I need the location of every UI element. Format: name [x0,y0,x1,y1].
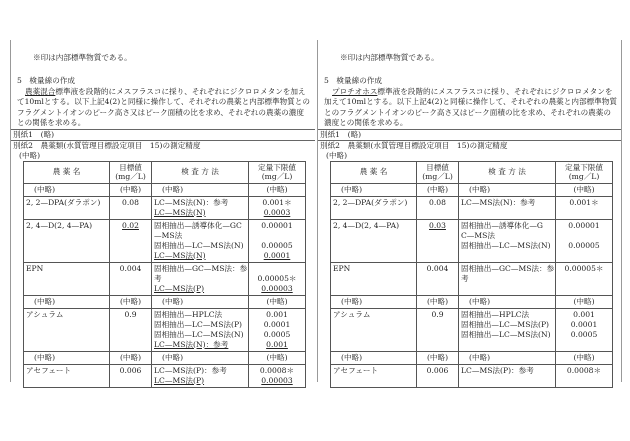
method-line: —MS法 [154,230,183,240]
test-methods [152,219,249,262]
pesticide-name: アシュラム [24,308,110,351]
method-line: 固相抽出—LC—MS法(P) [154,319,243,329]
method-line: 考 [461,273,469,283]
pesticide-name: EPN [331,262,417,295]
target-value [417,262,459,295]
pesticide-name: 2, 4—D(2, 4—PA) [24,219,110,262]
quantitation-limits [556,364,613,387]
pesticide-name: アセフェート [331,364,417,387]
method-line: (中略) [162,184,184,194]
method-line: 固相抽出—LC—MS法(N) [154,329,244,339]
target-value [110,308,152,351]
method-line: LC—MS法(P) [154,375,205,385]
attachment-2-title: 別紙2 農薬類(水質管理目標設定項目 15)の測定精度 [318,140,621,151]
attachment-2-title: 別紙2 農薬類(水質管理目標設定項目 15)の測定精度 [11,140,315,151]
limit-line: 0.001 [266,309,288,319]
column-header: 農 薬 名 [24,161,110,183]
internal-standard-note: ※印は内部標準物質である。 [33,53,132,62]
method-line [461,251,553,261]
quantitation-limits [249,183,306,196]
pesticide-name: アセフェート [24,364,110,387]
table-row [331,183,613,196]
limit-line [558,284,610,294]
section-heading: 5 検量線の作成 [324,76,382,85]
target-value [417,295,459,308]
quantitation-limits [249,262,306,295]
target-value [110,364,152,387]
attachment-1: 別紙1 (略) [11,129,315,140]
limit-line: 0.00003 [261,375,293,385]
limit-line: 0.0008＊ [259,365,295,375]
quantitation-limits [249,364,306,387]
limit-line [558,340,610,350]
quantitation-limits [249,351,306,364]
table-header [24,161,306,183]
limit-line: 0.00005＊ [564,263,604,273]
method-line: 固相抽出—LC—MS法(N) [461,240,551,250]
attachment-1: 別紙1 (略) [318,129,621,140]
limit-line: 0.0005 [263,329,291,339]
changed-term: プロチオホス [332,86,378,96]
internal-standard-note: ※印は内部標準物質である。 [340,53,439,62]
method-line: 固相抽出—HPLC法 [461,309,530,319]
method-line [461,376,553,386]
target-value [110,196,152,219]
target-value-text: (中略) [119,296,142,306]
target-value-text: 0.02 [122,220,139,230]
limit-line: 0.00001 [261,220,293,230]
test-methods [459,364,556,387]
target-value-text: 0.006 [426,365,449,375]
table-header [331,161,613,183]
method-line: LC—MS法(N) [154,250,206,260]
limit-line: 0.0001 [263,250,291,260]
target-value [417,196,459,219]
table-row [331,364,613,387]
target-value [417,183,459,196]
pesticide-name: 2, 2—DPA(ダラポン) [331,196,417,219]
limit-line: 0.001 [266,339,288,349]
target-value-text: 0.08 [122,197,139,207]
test-methods [152,262,249,295]
test-methods [459,308,556,351]
table-row [24,364,306,387]
method-line: 固相抽出—LC—MS法(N) [154,240,244,250]
test-methods [459,183,556,196]
target-value-text: (中略) [426,296,449,306]
limit-line: (中略) [573,184,595,194]
limit-line: 0.0005 [570,329,598,339]
table-row [331,351,613,364]
target-value [417,308,459,351]
paragraph-text: 標準液を段階的にメスフラスコに採り、それぞれにジクロロメタンを加えて10mlとする。以下上記4(2)と同様に操作して、それぞれの農薬と内部標準物質とのフラグメントイオンのピーク高さ又はピーク面積の比を求め、それぞれの農薬の濃度との関係を求める。 [324,86,617,127]
limit-line [558,376,610,386]
limit-line: 0.00003 [261,283,293,293]
method-line: 固相抽出—GC—MS法：参 [154,263,248,273]
quantitation-limits [249,295,306,308]
method-line: LC—MS法(N) [154,207,206,217]
limit-line: 0.0008＊ [566,365,602,375]
limit-line: 0.001＊ [569,197,599,207]
target-value [110,295,152,308]
table-row [24,295,306,308]
target-value-text: (中略) [426,352,449,362]
method-line: 固相抽出—誘導体化—GC [154,220,242,230]
method-line: (中略) [469,352,491,362]
target-value-text: (中略) [119,352,142,362]
current-text-panel [10,40,315,385]
target-value [417,364,459,387]
limit-line: (中略) [266,352,288,362]
method-line: LC—MS法(N)：参考 [461,197,536,207]
limit-line: 0.001 [573,309,595,319]
table-row [331,308,613,351]
limit-line [558,251,610,261]
table-row [24,183,306,196]
quantitation-limits [556,295,613,308]
limit-line: 0.0001 [570,319,598,329]
limit-line: 0.00001 [568,220,600,230]
column-header: 目標値 (mg／L) [110,161,152,183]
target-value-text: (中略) [426,184,449,194]
calibration-paragraph [318,87,621,129]
pesticide-name: 2, 2—DPA(ダラポン) [24,196,110,219]
target-value-text: 0.9 [431,309,444,319]
target-value [110,219,152,262]
quantitation-limits [556,262,613,295]
test-methods [459,351,556,364]
limit-line [251,264,303,274]
target-value-text: 0.03 [429,220,446,230]
method-line: (中略) [469,184,491,194]
pesticide-name: (中略) [24,183,110,196]
quantitation-limits [556,196,613,219]
method-line: (中略) [469,296,491,306]
test-methods [459,262,556,295]
method-line: LC—MS法(N)：参考 [154,339,229,349]
quantitation-limits [556,219,613,262]
table-row [331,295,613,308]
target-value [110,351,152,364]
limit-line: (中略) [266,184,288,194]
test-methods [152,295,249,308]
pesticide-name: (中略) [331,183,417,196]
table-row [24,196,306,219]
column-header: 定量下限値 (mg／L) [249,161,306,183]
test-methods [152,364,249,387]
table-row [331,262,613,295]
limit-line [558,274,610,284]
method-line [461,284,553,294]
target-value-text: 0.004 [426,263,449,273]
column-header: 検 査 方 法 [459,161,556,183]
method-line: 考 [154,273,162,283]
calibration-paragraph [11,87,315,129]
quantitation-limits [249,196,306,219]
limit-line: 0.0001 [263,319,291,329]
pesticide-name: (中略) [331,351,417,364]
column-header: 農 薬 名 [331,161,417,183]
test-methods [459,295,556,308]
method-line: LC—MS法(P)：参考 [461,365,534,375]
test-methods [152,351,249,364]
quantitation-limits [249,308,306,351]
table-row [24,351,306,364]
method-line [461,340,553,350]
target-value-text: 0.9 [124,309,137,319]
method-line: 固相抽出—GC—MS法：参 [461,263,555,273]
column-header: 検 査 方 法 [152,161,249,183]
method-line: LC—MS法(P) [154,283,205,293]
quantitation-limits [556,308,613,351]
limit-line: 0.001＊ [262,197,292,207]
method-line: 固相抽出—LC—MS法(N) [461,329,551,339]
test-methods [152,308,249,351]
target-value [417,219,459,262]
changed-term: 農薬混合 [25,86,56,96]
limit-line: 0.00005＊ [257,273,297,283]
target-value-text: 0.004 [119,263,142,273]
test-methods [459,219,556,262]
pesticide-name: (中略) [24,351,110,364]
column-header: 定量下限値 (mg／L) [556,161,613,183]
method-line: LC—MS法(N)：参考 [154,197,229,207]
target-value [110,262,152,295]
target-value-text: 0.006 [119,365,142,375]
method-line [461,208,553,218]
limit-line: (中略) [266,296,288,306]
limit-line [251,231,303,241]
limit-line: 0.0003 [263,207,291,217]
omitted-label: (中略) [326,150,348,160]
method-line: 固相抽出—LC—MS法(P) [461,319,550,329]
table-row [24,262,306,295]
omitted-label: (中略) [19,150,41,160]
quantitation-limits [249,219,306,262]
method-line: LC—MS法(P)：参考 [154,365,227,375]
pesticide-name: 2, 4—D(2, 4—PA) [331,219,417,262]
method-line: (中略) [162,352,184,362]
paragraph-text: 標準液を段階的にメスフラスコに採り、それぞれにジクロロメタンを加えて10mlとする。以下上記4(2)と同様に操作して、それぞれの農薬と内部標準物質とのフラグメントイオンのピーク高さ又はピーク面積の比を求め、それぞれの農薬の濃度との関係を求める。 [17,86,310,127]
test-methods [152,196,249,219]
method-line: 固相抽出—誘導体化—G [461,220,544,230]
table-row [331,219,613,262]
target-value [110,183,152,196]
quantitation-limits [556,351,613,364]
limit-line: 0.00005 [568,240,600,250]
test-methods [152,183,249,196]
limit-line [558,231,610,241]
pesticide-name: (中略) [24,295,110,308]
precision-table [330,161,613,388]
pesticide-name: EPN [24,262,110,295]
table-row [24,219,306,262]
method-line: C—MS法 [461,230,495,240]
target-value-text: 0.08 [429,197,446,207]
limit-line: 0.00005 [261,240,293,250]
limit-line [558,208,610,218]
method-line: (中略) [162,296,184,306]
limit-line: (中略) [573,296,595,306]
method-line: 固相抽出—HPLC法 [154,309,223,319]
table-row [24,308,306,351]
precision-table [23,161,306,388]
limit-line: (中略) [573,352,595,362]
table-row [331,196,613,219]
revised-text-panel [317,40,622,382]
section-heading: 5 検量線の作成 [17,76,75,85]
pesticide-name: アシュラム [331,308,417,351]
quantitation-limits [556,183,613,196]
test-methods [459,196,556,219]
target-value-text: (中略) [119,184,142,194]
column-header: 目標値 (mg／L) [417,161,459,183]
target-value [417,351,459,364]
pesticide-name: (中略) [331,295,417,308]
